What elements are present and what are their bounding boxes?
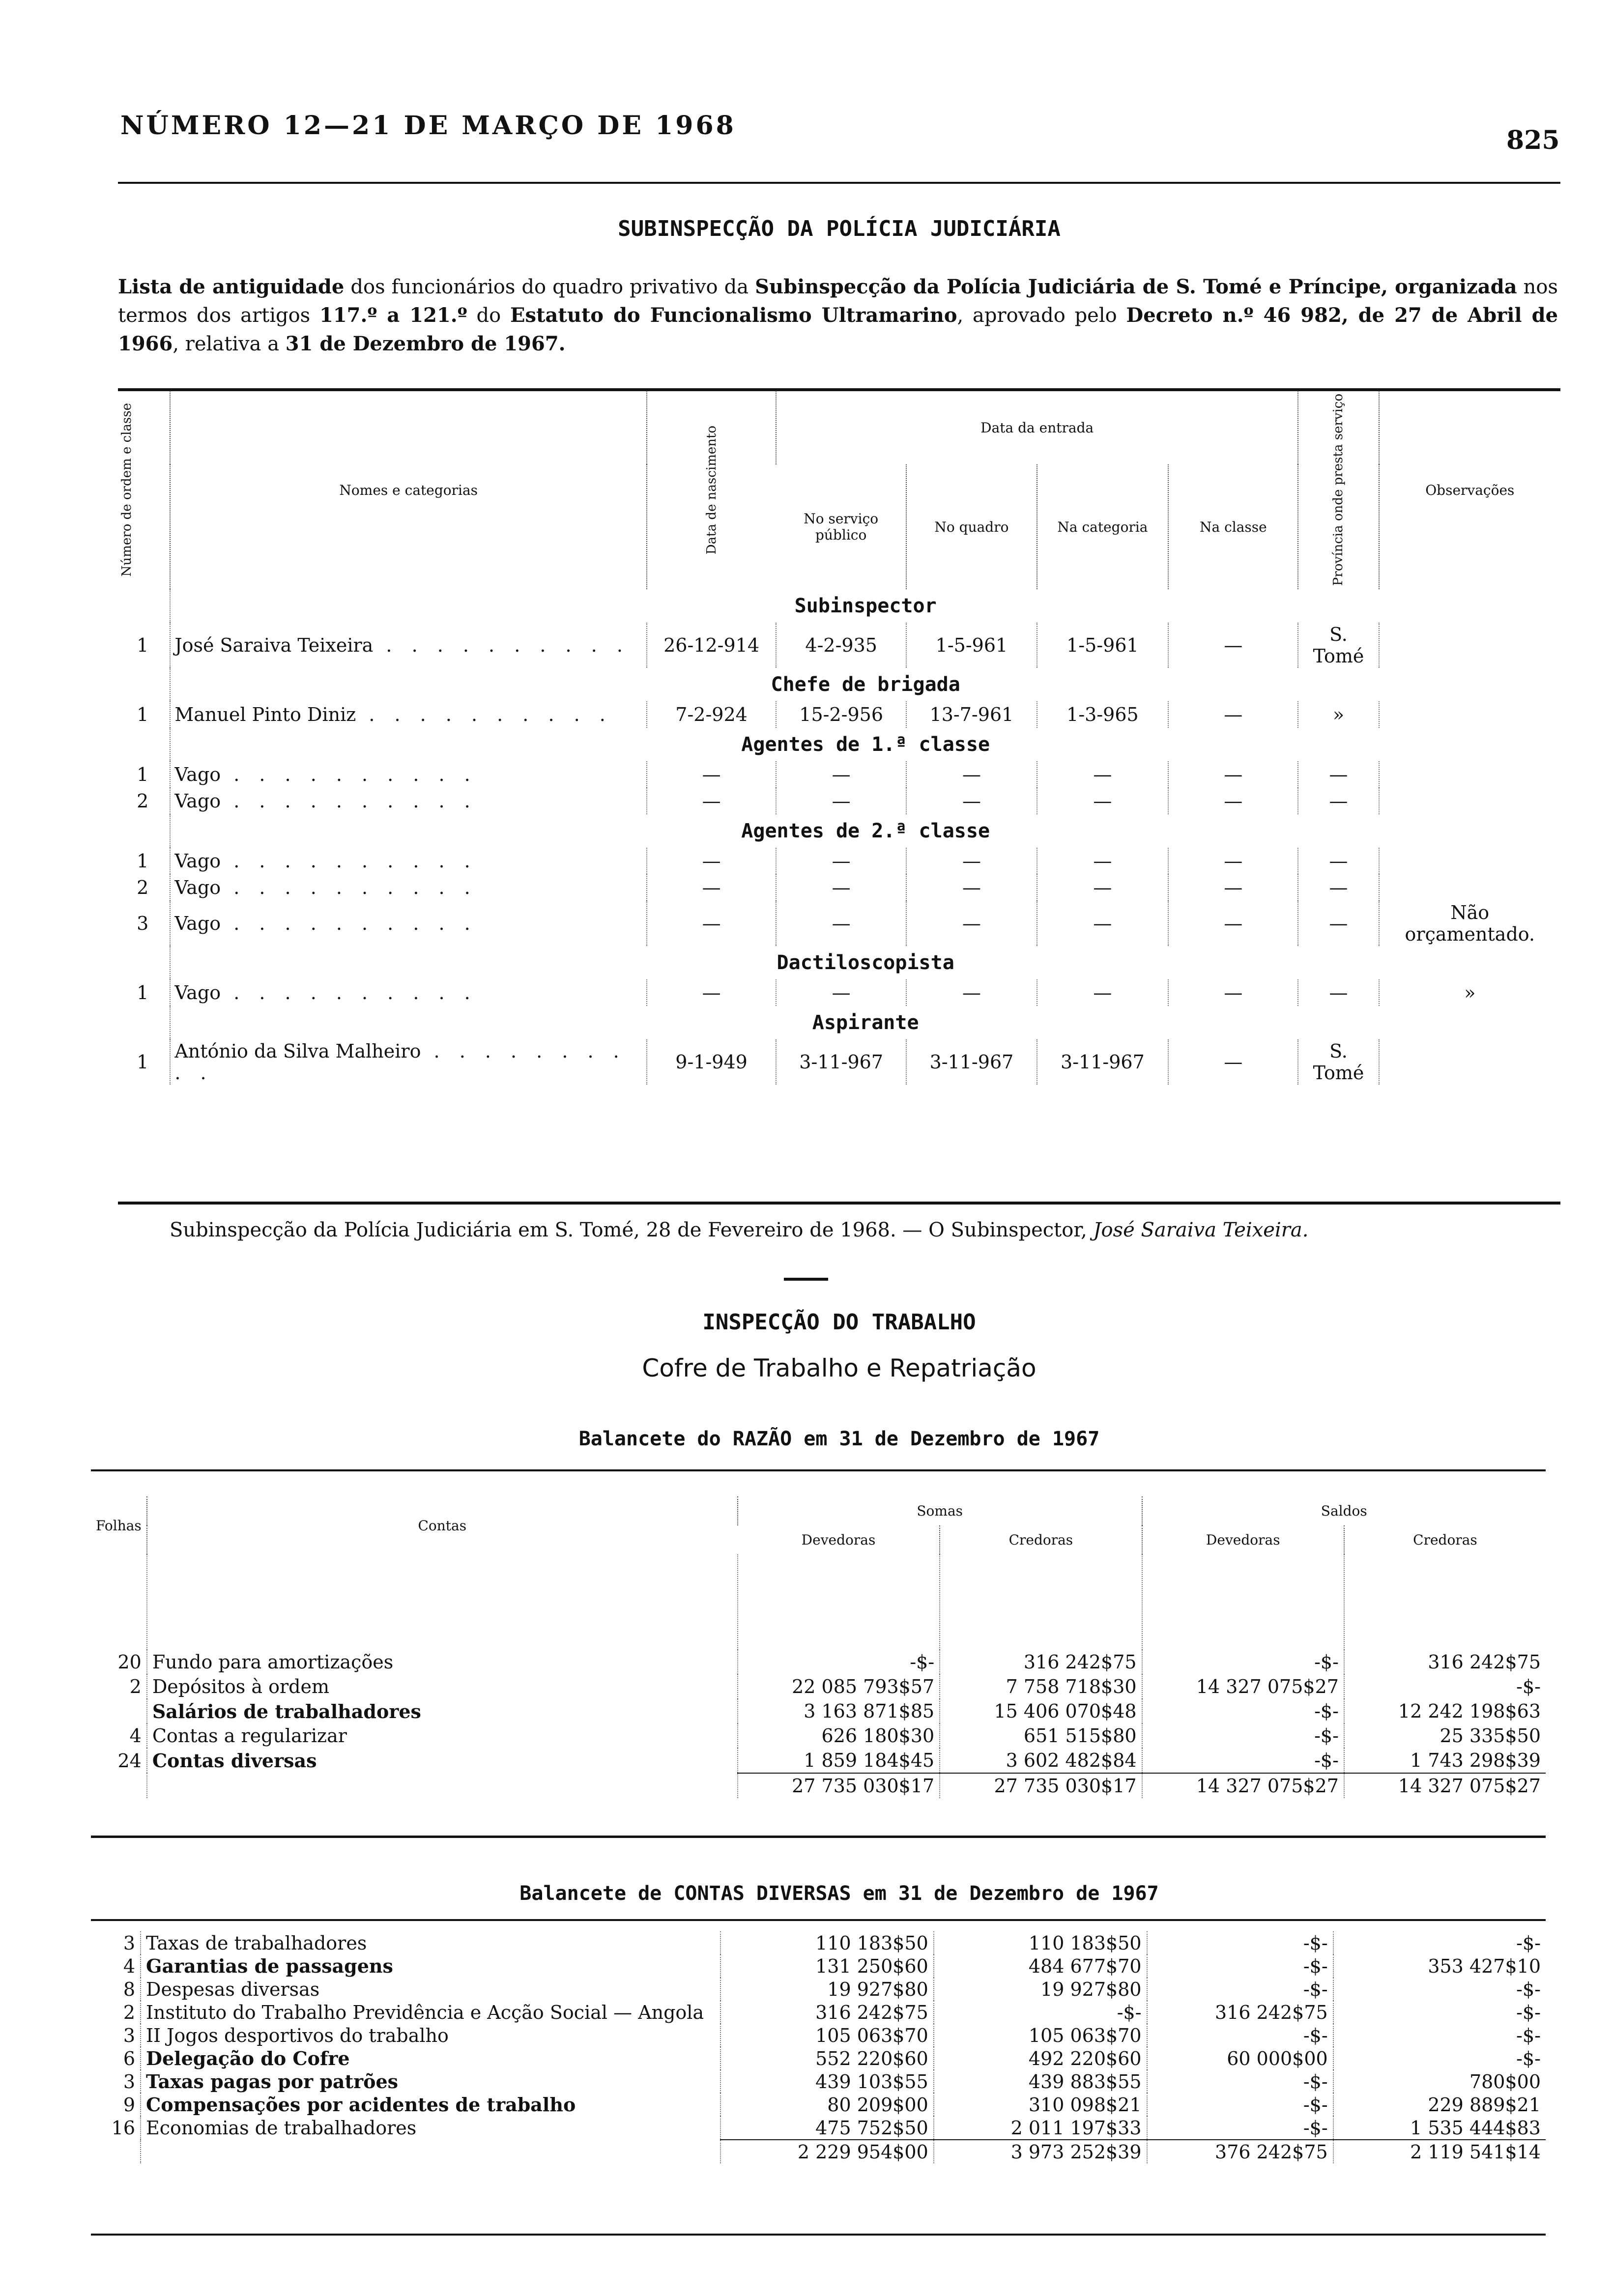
row-service: — bbox=[776, 761, 906, 788]
row-conta: Garantias de passagens bbox=[141, 1954, 720, 1978]
row-somas-cred: 7 758 718$30 bbox=[940, 1674, 1142, 1699]
row-saldos-dev: -$- bbox=[1147, 1978, 1333, 2001]
header-rule bbox=[118, 182, 1560, 184]
row-categoria: — bbox=[1037, 848, 1169, 874]
row-province: — bbox=[1298, 788, 1379, 814]
row-folha: 4 bbox=[123, 1955, 135, 1977]
row-conta: Contas a regularizar bbox=[147, 1723, 738, 1748]
intro-bold: Lista de antiguidade bbox=[118, 275, 345, 298]
table-row bbox=[115, 901, 1560, 946]
row-obs bbox=[1379, 788, 1560, 814]
row-quadro: — bbox=[906, 761, 1036, 788]
col-saldos: Saldos bbox=[1142, 1496, 1546, 1525]
row-classe: — bbox=[1168, 979, 1298, 1006]
table-row bbox=[91, 1978, 1546, 2001]
row-quadro: 1-5-961 bbox=[906, 623, 1036, 668]
row-birth: — bbox=[647, 979, 776, 1006]
row-conta: Salários de trabalhadores bbox=[147, 1699, 738, 1723]
row-categoria: — bbox=[1037, 979, 1169, 1006]
row-saldos-dev: 60 000$00 bbox=[1147, 2047, 1333, 2070]
row-classe: — bbox=[1168, 701, 1298, 728]
row-birth: — bbox=[647, 901, 776, 946]
row-number: 2 bbox=[137, 877, 149, 898]
row-saldos-dev: -$- bbox=[1147, 1954, 1333, 1978]
row-saldos-cred: -$- bbox=[1333, 1931, 1546, 1954]
row-saldos-dev: 14 327 075$27 bbox=[1142, 1674, 1344, 1699]
row-name: Vago . . . . . . . . . . bbox=[170, 788, 647, 814]
row-somas-dev: 552 220$60 bbox=[720, 2047, 934, 2070]
row-folha bbox=[91, 1699, 147, 1723]
row-name: Vago . . . . . . . . . . bbox=[170, 761, 647, 788]
col-saldos-cred: Credoras bbox=[1344, 1525, 1546, 1554]
totals-row bbox=[91, 2140, 1546, 2163]
row-somas-cred: 316 242$75 bbox=[940, 1650, 1142, 1674]
row-somas-dev: 626 180$30 bbox=[738, 1723, 940, 1748]
row-number: 3 bbox=[137, 913, 149, 934]
row-saldos-cred: 25 335$50 bbox=[1344, 1723, 1546, 1748]
table-row bbox=[115, 874, 1560, 901]
table-row bbox=[91, 2001, 1546, 2024]
table-row bbox=[91, 2116, 1546, 2140]
category-title: Subinspector bbox=[794, 595, 937, 617]
row-service: — bbox=[776, 979, 906, 1006]
row-province: » bbox=[1298, 701, 1379, 728]
row-saldos-cred: -$- bbox=[1333, 2001, 1546, 2024]
footer-text: Subinspecção da Polícia Judiciária em S. Tomé, 28 de Fevereiro de 1968. — O Subinspector, bbox=[170, 1219, 1087, 1241]
row-saldos-cred: 1 535 444$83 bbox=[1333, 2116, 1546, 2140]
row-birth: 9-1-949 bbox=[647, 1039, 776, 1085]
category-row bbox=[115, 668, 1560, 701]
total-saldos-dev: 376 242$75 bbox=[1147, 2140, 1333, 2163]
totals-row bbox=[91, 1773, 1546, 1798]
intro-bold: Subinspecção da Polícia Judiciária de S. Tomé e Príncipe, organizada bbox=[755, 275, 1517, 298]
row-province: — bbox=[1298, 848, 1379, 874]
row-province: — bbox=[1298, 761, 1379, 788]
col-service: No serviço público bbox=[804, 511, 879, 543]
row-service: — bbox=[776, 788, 906, 814]
row-quadro: 13-7-961 bbox=[906, 701, 1036, 728]
row-obs bbox=[1379, 623, 1560, 668]
intro-paragraph bbox=[118, 273, 1558, 358]
row-service: — bbox=[776, 848, 906, 874]
row-saldos-cred: 1 743 298$39 bbox=[1344, 1748, 1546, 1773]
row-saldos-dev: -$- bbox=[1142, 1650, 1344, 1674]
row-saldos-dev: -$- bbox=[1142, 1723, 1344, 1748]
row-conta: Taxas de trabalhadores bbox=[141, 1931, 720, 1954]
col-classe: Na classe bbox=[1168, 464, 1298, 589]
row-somas-dev: 105 063$70 bbox=[720, 2024, 934, 2047]
row-categoria: 3-11-967 bbox=[1037, 1039, 1169, 1085]
row-conta: Instituto do Trabalho Previdência e Acção Social — Angola bbox=[141, 2001, 720, 2024]
row-quadro: — bbox=[906, 788, 1036, 814]
table-row bbox=[91, 1699, 1546, 1723]
row-somas-dev: 475 752$50 bbox=[720, 2116, 934, 2140]
row-number: 1 bbox=[137, 704, 149, 725]
col-names: Nomes e categorias bbox=[170, 391, 647, 589]
row-service: — bbox=[776, 901, 906, 946]
row-obs bbox=[1379, 1039, 1560, 1085]
col-somas: Somas bbox=[738, 1496, 1142, 1525]
row-saldos-cred: 12 242 198$63 bbox=[1344, 1699, 1546, 1723]
row-saldos-cred: 229 889$21 bbox=[1333, 2093, 1546, 2116]
row-conta: Economias de trabalhadores bbox=[141, 2116, 720, 2140]
table-row bbox=[115, 1039, 1560, 1085]
table-row bbox=[115, 761, 1560, 788]
row-somas-dev: 19 927$80 bbox=[720, 1978, 934, 2001]
row-quadro: — bbox=[906, 979, 1036, 1006]
row-classe: — bbox=[1168, 788, 1298, 814]
row-conta: Fundo para amortizações bbox=[147, 1650, 738, 1674]
table3-bottom-rule bbox=[91, 2234, 1546, 2236]
row-somas-dev: -$- bbox=[738, 1650, 940, 1674]
table1-bottom-rule bbox=[118, 1202, 1560, 1205]
row-somas-dev: 316 242$75 bbox=[720, 2001, 934, 2024]
row-name: Manuel Pinto Diniz . . . . . . . . . . bbox=[170, 701, 647, 728]
intro-text: do bbox=[476, 304, 501, 327]
row-obs bbox=[1379, 874, 1560, 901]
row-classe: — bbox=[1168, 761, 1298, 788]
row-categoria: — bbox=[1037, 788, 1169, 814]
page-header: NÚMERO 12—21 DE MARÇO DE 1968 bbox=[120, 111, 736, 141]
table-row bbox=[91, 2093, 1546, 2116]
row-birth: 26-12-914 bbox=[647, 623, 776, 668]
row-somas-dev: 22 085 793$57 bbox=[738, 1674, 940, 1699]
row-conta: Delegação do Cofre bbox=[141, 2047, 720, 2070]
row-saldos-dev: -$- bbox=[1147, 2093, 1333, 2116]
row-saldos-cred: 316 242$75 bbox=[1344, 1650, 1546, 1674]
row-saldos-dev: -$- bbox=[1147, 1931, 1333, 1954]
total-saldos-cred: 2 119 541$14 bbox=[1333, 2140, 1546, 2163]
table-row bbox=[91, 1748, 1546, 1773]
table-row bbox=[115, 788, 1560, 814]
balance2-title: Balancete de CONTAS DIVERSAS em 31 de Dezembro de 1967 bbox=[519, 1882, 1159, 1905]
row-name: António da Silva Malheiro . . . . . . . . . . bbox=[170, 1039, 647, 1085]
row-categoria: — bbox=[1037, 901, 1169, 946]
row-somas-cred: -$- bbox=[934, 2001, 1147, 2024]
row-somas-dev: 1 859 184$45 bbox=[738, 1748, 940, 1773]
row-birth: — bbox=[647, 788, 776, 814]
row-saldos-dev: -$- bbox=[1147, 2116, 1333, 2140]
row-categoria: 1-3-965 bbox=[1037, 701, 1169, 728]
table-row bbox=[91, 2024, 1546, 2047]
category-row bbox=[115, 814, 1560, 848]
col-birth: Data de nascimento bbox=[647, 391, 776, 589]
row-somas-cred: 3 602 482$84 bbox=[940, 1748, 1142, 1773]
row-folha: 24 bbox=[117, 1750, 142, 1772]
row-folha: 3 bbox=[123, 2024, 135, 2046]
row-number: 1 bbox=[137, 764, 149, 785]
category-title: Dactiloscopista bbox=[777, 951, 954, 974]
table-row bbox=[91, 2047, 1546, 2070]
row-folha: 2 bbox=[123, 2001, 135, 2023]
total-somas-cred: 3 973 252$39 bbox=[934, 2140, 1147, 2163]
table-row bbox=[91, 1954, 1546, 1978]
row-obs bbox=[1379, 761, 1560, 788]
col-quadro: No quadro bbox=[906, 464, 1036, 589]
row-somas-cred: 105 063$70 bbox=[934, 2024, 1147, 2047]
seniority-table bbox=[115, 391, 1560, 1085]
row-obs: » bbox=[1379, 979, 1560, 1006]
row-somas-dev: 439 103$55 bbox=[720, 2070, 934, 2093]
table3-top-rule bbox=[91, 1919, 1546, 1921]
row-conta: Taxas pagas por patrões bbox=[141, 2070, 720, 2093]
row-quadro: — bbox=[906, 901, 1036, 946]
row-somas-cred: 439 883$55 bbox=[934, 2070, 1147, 2093]
intro-bold: Estatuto do Funcionalismo Ultramarino bbox=[510, 304, 957, 327]
row-number: 2 bbox=[137, 790, 149, 812]
row-saldos-cred: -$- bbox=[1333, 2047, 1546, 2070]
row-folha: 3 bbox=[123, 2070, 135, 2093]
section1-footer bbox=[170, 1219, 1308, 1241]
table-row bbox=[115, 848, 1560, 874]
category-title: Agentes de 2.ª classe bbox=[741, 820, 990, 842]
row-province: — bbox=[1298, 874, 1379, 901]
intro-text: nos termos dos artigos bbox=[118, 276, 1558, 327]
row-somas-cred: 651 515$80 bbox=[940, 1723, 1142, 1748]
intro-bold: 31 de Dezembro de 1967. bbox=[285, 332, 566, 355]
row-folha: 2 bbox=[129, 1676, 142, 1697]
row-name: José Saraiva Teixeira . . . . . . . . . . bbox=[170, 623, 647, 668]
row-name: Vago . . . . . . . . . . bbox=[170, 848, 647, 874]
col-saldos-dev: Devedoras bbox=[1142, 1525, 1344, 1554]
razao-table bbox=[91, 1496, 1546, 1798]
row-conta: Depósitos à ordem bbox=[147, 1674, 738, 1699]
row-service: 3-11-967 bbox=[776, 1039, 906, 1085]
row-birth: 7-2-924 bbox=[647, 701, 776, 728]
col-contas: Contas bbox=[147, 1496, 738, 1554]
row-classe: — bbox=[1168, 874, 1298, 901]
col-folhas: Folhas bbox=[96, 1517, 142, 1534]
col-somas-dev: Devedoras bbox=[801, 1532, 876, 1548]
col-num: Número de ordem e classe bbox=[119, 403, 134, 577]
row-folha: 16 bbox=[111, 2117, 135, 2139]
separator bbox=[784, 1278, 828, 1281]
row-birth: — bbox=[647, 874, 776, 901]
row-name: Vago . . . . . . . . . . bbox=[170, 979, 647, 1006]
footer-signature: José Saraiva Teixeira. bbox=[1093, 1219, 1309, 1241]
balance1-title: Balancete do RAZÃO em 31 de Dezembro de 1967 bbox=[578, 1428, 1100, 1450]
row-conta: Despesas diversas bbox=[141, 1978, 720, 2001]
row-somas-dev: 131 250$60 bbox=[720, 1954, 934, 1978]
row-somas-cred: 19 927$80 bbox=[934, 1978, 1147, 2001]
row-service: 4-2-935 bbox=[776, 623, 906, 668]
row-conta: Contas diversas bbox=[147, 1748, 738, 1773]
row-somas-cred: 15 406 070$48 bbox=[940, 1699, 1142, 1723]
row-service: 15-2-956 bbox=[776, 701, 906, 728]
row-categoria: 1-5-961 bbox=[1037, 623, 1169, 668]
total-somas-dev: 2 229 954$00 bbox=[720, 2140, 934, 2163]
row-obs bbox=[1379, 848, 1560, 874]
row-province: — bbox=[1298, 901, 1379, 946]
contas-diversas-table bbox=[91, 1931, 1546, 2163]
col-obs: Observações bbox=[1379, 391, 1560, 589]
table-row bbox=[115, 623, 1560, 668]
intro-bold: Decreto n.º 46 982, de 27 de Abril de 1966 bbox=[118, 304, 1558, 355]
category-row bbox=[115, 589, 1560, 623]
row-classe: — bbox=[1168, 901, 1298, 946]
row-quadro: 3-11-967 bbox=[906, 1039, 1036, 1085]
table2-bottom-rule bbox=[91, 1836, 1546, 1838]
total-saldos-dev: 14 327 075$27 bbox=[1142, 1773, 1344, 1798]
row-province: — bbox=[1298, 979, 1379, 1006]
section2-title: INSPECÇÃO DO TRABALHO bbox=[702, 1310, 976, 1335]
row-somas-cred: 484 677$70 bbox=[934, 1954, 1147, 1978]
row-categoria: — bbox=[1037, 874, 1169, 901]
row-somas-cred: 110 183$50 bbox=[934, 1931, 1147, 1954]
intro-text: , aprovado pelo bbox=[957, 304, 1117, 327]
row-saldos-cred: -$- bbox=[1333, 1978, 1546, 2001]
table-row bbox=[91, 1650, 1546, 1674]
table-row bbox=[91, 1674, 1546, 1699]
intro-text: , relativa a bbox=[173, 333, 280, 355]
intro-text: dos funcionários do quadro privativo da bbox=[350, 276, 749, 298]
row-folha: 4 bbox=[129, 1725, 142, 1747]
row-obs: Não orçamentado. bbox=[1379, 901, 1560, 946]
row-classe: — bbox=[1168, 848, 1298, 874]
row-saldos-cred: -$- bbox=[1344, 1674, 1546, 1699]
table-row bbox=[91, 1723, 1546, 1748]
row-province: S. Tomé bbox=[1298, 623, 1379, 668]
col-somas-cred: Credoras bbox=[940, 1525, 1142, 1554]
row-somas-dev: 110 183$50 bbox=[720, 1931, 934, 1954]
category-row bbox=[115, 728, 1560, 761]
row-conta: Compensações por acidentes de trabalho bbox=[141, 2093, 720, 2116]
row-province: S. Tomé bbox=[1298, 1039, 1379, 1085]
table-row bbox=[115, 701, 1560, 728]
row-number: 1 bbox=[137, 982, 149, 1004]
row-quadro: — bbox=[906, 874, 1036, 901]
row-number: 1 bbox=[137, 634, 149, 656]
row-name: Vago . . . . . . . . . . bbox=[170, 874, 647, 901]
row-name: Vago . . . . . . . . . . bbox=[170, 901, 647, 946]
row-number: 1 bbox=[137, 1051, 149, 1073]
row-folha: 9 bbox=[123, 2094, 135, 2116]
row-somas-cred: 492 220$60 bbox=[934, 2047, 1147, 2070]
row-folha: 20 bbox=[117, 1651, 142, 1673]
row-birth: — bbox=[647, 761, 776, 788]
total-somas-cred: 27 735 030$17 bbox=[940, 1773, 1142, 1798]
row-classe: — bbox=[1168, 1039, 1298, 1085]
row-obs bbox=[1379, 701, 1560, 728]
table2-top-rule bbox=[91, 1469, 1546, 1471]
table-row bbox=[91, 1931, 1546, 1954]
row-number: 1 bbox=[137, 850, 149, 872]
category-row bbox=[115, 1006, 1560, 1039]
col-categoria: Na categoria bbox=[1037, 464, 1169, 589]
row-conta: II Jogos desportivos do trabalho bbox=[141, 2024, 720, 2047]
total-saldos-cred: 14 327 075$27 bbox=[1344, 1773, 1546, 1798]
row-saldos-dev: -$- bbox=[1142, 1748, 1344, 1773]
row-saldos-cred: 780$00 bbox=[1333, 2070, 1546, 2093]
row-saldos-dev: -$- bbox=[1147, 2024, 1333, 2047]
row-somas-dev: 80 209$00 bbox=[720, 2093, 934, 2116]
category-title: Agentes de 1.ª classe bbox=[741, 733, 990, 756]
category-title: Aspirante bbox=[812, 1011, 919, 1034]
row-quadro: — bbox=[906, 848, 1036, 874]
section1-title: SUBINSPECÇÃO DA POLÍCIA JUDICIÁRIA bbox=[618, 216, 1061, 241]
row-somas-cred: 2 011 197$33 bbox=[934, 2116, 1147, 2140]
intro-bold: 117.º a 121.º bbox=[319, 304, 467, 327]
row-saldos-dev: -$- bbox=[1147, 2070, 1333, 2093]
row-folha: 3 bbox=[123, 1932, 135, 1954]
table-row bbox=[91, 2070, 1546, 2093]
row-saldos-dev: -$- bbox=[1142, 1699, 1344, 1723]
page-number: 825 bbox=[1506, 125, 1560, 155]
row-classe: — bbox=[1168, 623, 1298, 668]
section2-subtitle: Cofre de Trabalho e Repatriação bbox=[642, 1354, 1036, 1382]
row-folha: 8 bbox=[123, 1978, 135, 2000]
row-saldos-cred: 353 427$10 bbox=[1333, 1954, 1546, 1978]
row-folha: 6 bbox=[123, 2047, 135, 2069]
category-title: Chefe de brigada bbox=[771, 673, 960, 696]
row-somas-dev: 3 163 871$85 bbox=[738, 1699, 940, 1723]
row-birth: — bbox=[647, 848, 776, 874]
row-categoria: — bbox=[1037, 761, 1169, 788]
row-somas-cred: 310 098$21 bbox=[934, 2093, 1147, 2116]
col-province: Província onde presta serviço bbox=[1298, 391, 1379, 589]
row-saldos-dev: 316 242$75 bbox=[1147, 2001, 1333, 2024]
row-service: — bbox=[776, 874, 906, 901]
row-saldos-cred: -$- bbox=[1333, 2024, 1546, 2047]
total-somas-dev: 27 735 030$17 bbox=[738, 1773, 940, 1798]
col-entry: Data da entrada bbox=[776, 391, 1298, 464]
table-row bbox=[115, 979, 1560, 1006]
category-row bbox=[115, 946, 1560, 979]
